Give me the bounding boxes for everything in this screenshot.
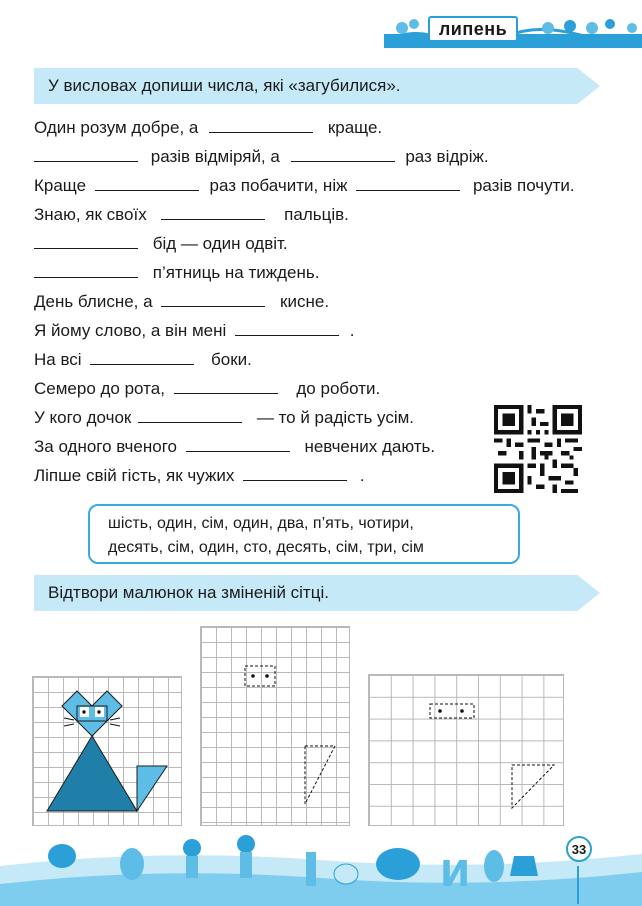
proverb-line-1 xyxy=(34,117,382,139)
proverb-line-3 xyxy=(34,175,575,197)
answer-blank[interactable] xyxy=(161,291,265,307)
text: . xyxy=(359,466,365,485)
answer-words-box xyxy=(88,504,520,564)
text: невчених дають. xyxy=(304,437,436,456)
answer-blank[interactable] xyxy=(95,175,199,191)
cat-figure xyxy=(32,676,182,826)
text: п’ятниць на тиждень. xyxy=(152,263,320,282)
text: краще. xyxy=(327,118,383,137)
text: Краще xyxy=(34,176,87,195)
answer-blank[interactable] xyxy=(34,233,138,249)
answer-blank[interactable] xyxy=(209,117,313,133)
proverb-line-12 xyxy=(34,436,435,458)
text: бід — один одвіт. xyxy=(152,234,288,253)
answer-blank[interactable] xyxy=(174,378,278,394)
month-label: липень xyxy=(428,16,518,42)
proverb-line-10 xyxy=(34,378,380,400)
text: боки. xyxy=(211,350,252,369)
section-1-title: У висловах допиши числа, які «загубилися». xyxy=(48,76,401,95)
proverb-line-9 xyxy=(34,349,252,371)
answer-blank[interactable] xyxy=(186,436,290,452)
answer-blank[interactable] xyxy=(90,349,194,365)
footer-decoration xyxy=(0,826,642,906)
text: разів відміряй, а xyxy=(150,147,280,166)
answer-blank[interactable] xyxy=(161,204,265,220)
text: У кого дочок xyxy=(34,408,132,427)
text: Семеро до рота, xyxy=(34,379,165,398)
proverb-line-5 xyxy=(34,233,288,255)
answer-words-line-1: шість, один, сім, один, два, п’ять, чотири, xyxy=(108,515,414,532)
proverb-line-7 xyxy=(34,291,329,313)
proverb-line-6 xyxy=(34,262,319,284)
text: День блисне, а xyxy=(34,292,153,311)
text: Один розум добре, а xyxy=(34,118,199,137)
text: Знаю, як своїх xyxy=(34,205,147,224)
answer-blank[interactable] xyxy=(356,175,460,191)
qr-code[interactable] xyxy=(494,405,582,493)
answer-blank[interactable] xyxy=(291,146,395,162)
proverb-line-13 xyxy=(34,465,365,487)
text: пальців. xyxy=(284,205,349,224)
page-number: 33 xyxy=(566,836,592,862)
text: Я йому слово, а він мені xyxy=(34,321,227,340)
svg-text:И: И xyxy=(440,854,471,895)
text: . xyxy=(349,321,355,340)
answer-blank[interactable] xyxy=(138,407,242,423)
text: кисне. xyxy=(280,292,330,311)
answer-blank[interactable] xyxy=(34,262,138,278)
grid-2-guides xyxy=(200,626,350,826)
text: разів почути. xyxy=(472,176,575,195)
grid-3-guides xyxy=(368,674,564,826)
proverb-line-2 xyxy=(34,146,489,168)
proverb-line-11 xyxy=(34,407,414,429)
answer-blank[interactable] xyxy=(34,146,138,162)
answer-blank[interactable] xyxy=(235,320,339,336)
text: Ліпше свій гість, як чужих xyxy=(34,466,235,485)
answer-words-line-2: десять, сім, один, сто, десять, сім, три, сім xyxy=(108,539,424,556)
proverb-line-8 xyxy=(34,320,354,342)
text: до роботи. xyxy=(296,379,381,398)
text: раз побачити, ніж xyxy=(209,176,348,195)
text: За одного вченого xyxy=(34,437,177,456)
text: раз відріж. xyxy=(405,147,489,166)
section-2-title: Відтвори малюнок на зміненій сітці. xyxy=(48,583,329,602)
text: На всі xyxy=(34,350,82,369)
answer-blank[interactable] xyxy=(243,465,347,481)
text: — то й радість усім. xyxy=(256,408,415,427)
proverb-line-4 xyxy=(34,204,349,226)
